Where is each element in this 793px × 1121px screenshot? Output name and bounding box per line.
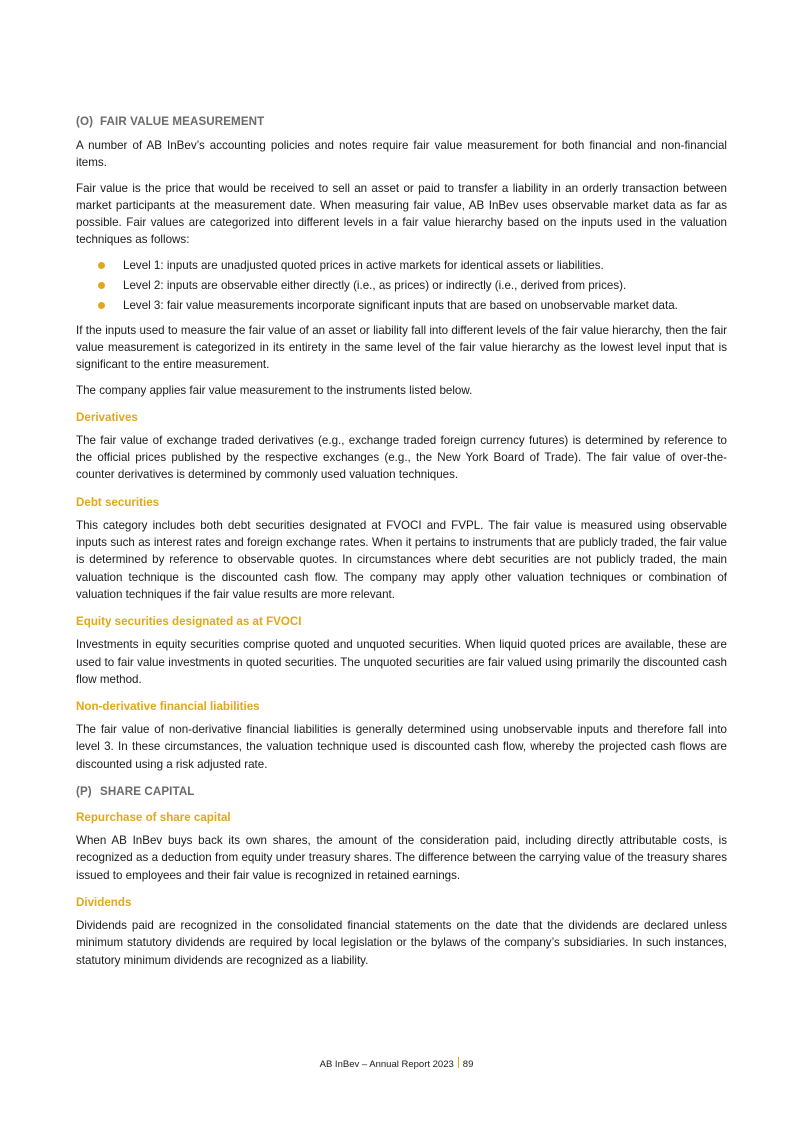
repurchase-heading: Repurchase of share capital: [76, 811, 231, 825]
bullet-icon: [98, 302, 105, 309]
footer-separator: [458, 1057, 459, 1068]
section-o-intro: A number of AB InBev’s accounting policies and notes require fair value measurement for both financial and non-financial items.: [76, 139, 727, 170]
non-derivative-liabilities-text: The fair value of non-derivative financial liabilities is generally determined using unobservable inputs and therefore fall into level 3. In these circumstances, the valuation technique used is discounted cash flow, whereby the projected cash flows are discounted using a risk adjusted rate.: [76, 723, 727, 771]
bullet-icon: [98, 262, 105, 269]
section-o-definition: Fair value is the price that would be received to sell an asset or paid to transfer a liability in an orderly transaction between market participants at the measurement date. When measuring fair value, AB InBev uses observable market data as far as possible. Fair values are categorized into different levels in a fair value hierarchy based on the inputs used in the valuation techniques as follows:: [76, 181, 727, 247]
equity-securities-text: Investments in equity securities comprise quoted and unquoted securities. When liquid quoted prices are available, these are used to fair value investments in quoted securities. The unquoted securities are fair valued using primarily the discounted cash flow method.: [76, 638, 727, 686]
section-o-letter: (O): [76, 115, 94, 128]
page-number: 89: [462, 1059, 474, 1070]
dividends-text: Dividends paid are recognized in the consolidated financial statements on the date that the dividends are declared unless minimum statutory dividends are required by local legislation or the bylaws of the company’s subsidiaries. In such instances, statutory minimum dividends are recognized as a liability.: [76, 918, 727, 967]
section-p-title: SHARE CAPITAL: [100, 785, 195, 799]
repurchase-text: When AB InBev buys back its own shares, the amount of the consideration paid, including directly attributable costs, is recognized as a deduction from equity under treasury shares. The difference between the carrying value of the treasury shares issued to employees and their fair value is recognized in retained earnings.: [76, 834, 727, 882]
list-item: Level 2: inputs are observable either directly (i.e., as prices) or indirectly (i.e., derived from prices).: [76, 277, 727, 294]
list-item: Level 1: inputs are unadjusted quoted prices in active markets for identical assets or liabilities.: [76, 257, 727, 274]
section-p-letter: (P): [76, 785, 92, 799]
derivatives-text: The fair value of exchange traded derivatives (e.g., exchange traded foreign currency futures) is determined by reference to the official prices published by the respective exchanges (e.g., the New York Board of Trade). The fair value of over-the-counter derivatives is determined by commonly used valuation techniques.: [76, 433, 727, 482]
non-derivative-liabilities-heading: Non-derivative financial liabilities: [76, 700, 260, 714]
derivatives-heading: Derivatives: [76, 410, 138, 424]
section-p-heading: [76, 784, 727, 799]
section-o-applies-note: The company applies fair value measurement to the instruments listed below.: [76, 383, 473, 397]
document-page: [76, 114, 727, 977]
dividends-heading: Dividends: [76, 895, 132, 909]
bullet-icon: [98, 282, 105, 289]
debt-securities-heading: Debt securities: [76, 495, 160, 509]
section-o-title: FAIR VALUE MEASUREMENT: [100, 115, 265, 128]
section-o-heading: [76, 114, 727, 129]
section-o-hierarchy-note: If the inputs used to measure the fair value of an asset or liability fall into different levels of the fair value hierarchy, then the fair value measurement is categorized in its entirety in the same level of the fair value hierarchy as the lowest level input that is significant to the entire measurement.: [76, 323, 727, 372]
fair-value-levels-list: [76, 257, 727, 315]
equity-securities-heading: Equity securities designated as at FVOCI: [76, 615, 302, 629]
debt-securities-text: This category includes both debt securities designated at FVOCI and FVPL. The fair value is measured using observable inputs such as interest rates and foreign exchange rates. When it pertains to instruments that are publicly traded, the fair value is determined by reference to observable quotes. In circumstances where debt securities are not publicly traded, the main valuation technique is the discounted cash flow. The company may apply other valuation techniques or combination of valuation techniques if the fair value results are more relevant.: [76, 518, 727, 601]
page-footer: [0, 1057, 793, 1070]
list-item: Level 3: fair value measurements incorporate significant inputs that are based on unobservable market data.: [76, 297, 727, 314]
footer-report-title: AB InBev – Annual Report 2023: [319, 1059, 454, 1070]
